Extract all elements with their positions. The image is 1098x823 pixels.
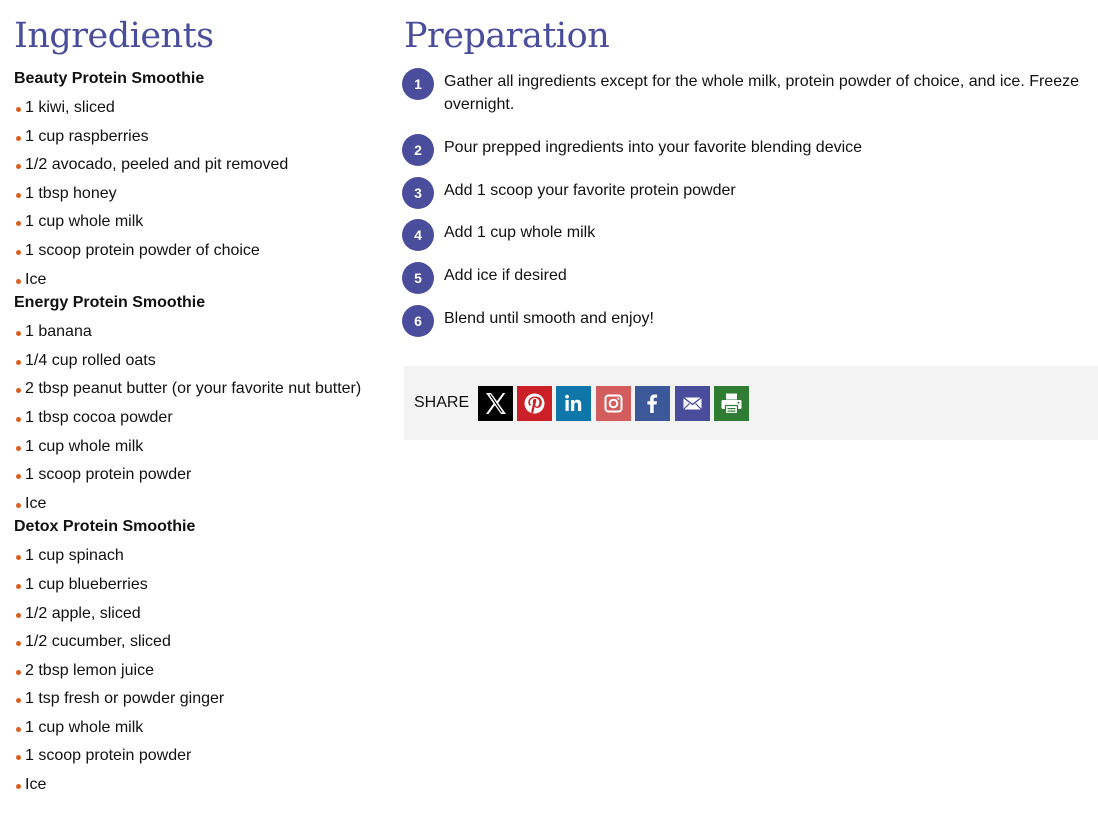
step-number: 6 — [402, 305, 434, 337]
step-item — [404, 136, 1098, 179]
x-icon — [478, 386, 513, 421]
facebook-icon — [635, 386, 670, 421]
share-instagram-button[interactable] — [596, 386, 631, 421]
ingredient-item: 1 cup whole milk — [14, 433, 384, 462]
share-bar — [404, 366, 1098, 440]
preparation-section — [404, 0, 1098, 350]
ingredient-item: 1 tbsp honey — [14, 180, 384, 209]
share-label: SHARE — [414, 394, 470, 411]
step-item — [404, 264, 1098, 307]
share-pinterest-button[interactable] — [517, 386, 552, 421]
step-item — [404, 179, 1098, 221]
ingredient-item: 1/2 avocado, peeled and pit removed — [14, 151, 384, 180]
ingredient-list — [14, 542, 384, 799]
ingredient-item: 1 banana — [14, 318, 384, 347]
step-item — [404, 221, 1098, 264]
ingredient-item: 1/2 apple, sliced — [14, 600, 384, 629]
ingredient-item: 1 cup whole milk — [14, 208, 384, 237]
step-number: 5 — [402, 262, 434, 294]
step-text: Gather all ingredients except for the whole milk, protein powder of choice, and ice. Freeze overnight. — [444, 73, 1079, 113]
ingredient-item: 1 kiwi, sliced — [14, 94, 384, 123]
share-x-button[interactable] — [478, 386, 513, 421]
pinterest-icon — [517, 386, 552, 421]
ingredient-item: 1 scoop protein powder of choice — [14, 237, 384, 266]
ingredient-item: 1/2 cucumber, sliced — [14, 628, 384, 657]
ingredient-item: 1 scoop protein powder — [14, 461, 384, 490]
ingredient-item: 1 scoop protein powder — [14, 742, 384, 771]
ingredient-item: 1 cup blueberries — [14, 571, 384, 600]
share-email-button[interactable] — [675, 386, 710, 421]
recipe-group-title: Energy Protein Smoothie — [14, 294, 206, 312]
ingredient-item: 1 tsp fresh or powder ginger — [14, 685, 384, 714]
step-text: Add ice if desired — [444, 267, 567, 284]
preparation-heading: Preparation — [404, 16, 610, 56]
ingredient-item: Ice — [14, 490, 384, 519]
ingredient-item: 1/4 cup rolled oats — [14, 347, 384, 376]
step-text: Add 1 cup whole milk — [444, 224, 596, 241]
ingredient-item: 1 tbsp cocoa powder — [14, 404, 384, 433]
step-list — [404, 70, 1098, 350]
step-number: 2 — [402, 134, 434, 166]
ingredient-item: Ice — [14, 266, 384, 295]
share-print-button[interactable] — [714, 386, 749, 421]
email-icon — [675, 386, 710, 421]
step-number: 4 — [402, 219, 434, 251]
step-text: Add 1 scoop your favorite protein powder — [444, 182, 736, 199]
ingredient-item: 1 cup whole milk — [14, 714, 384, 743]
step-item — [404, 70, 1098, 136]
linkedin-icon — [556, 386, 591, 421]
ingredients-heading: Ingredients — [14, 16, 214, 56]
step-text: Blend until smooth and enjoy! — [444, 310, 654, 327]
step-text: Pour prepped ingredients into your favorite blending device — [444, 139, 863, 156]
recipe-group-title: Detox Protein Smoothie — [14, 518, 196, 536]
ingredient-list — [14, 318, 384, 518]
share-facebook-button[interactable] — [635, 386, 670, 421]
ingredient-item: Ice — [14, 771, 384, 800]
share-linkedin-button[interactable] — [556, 386, 591, 421]
ingredient-item: 1 cup raspberries — [14, 123, 384, 152]
ingredient-item: 1 cup spinach — [14, 542, 384, 571]
recipe-group-title: Beauty Protein Smoothie — [14, 70, 205, 87]
ingredient-list — [14, 94, 384, 294]
instagram-icon — [596, 386, 631, 421]
step-number: 3 — [402, 177, 434, 209]
ingredient-item: 2 tbsp lemon juice — [14, 657, 384, 686]
step-number: 1 — [402, 68, 434, 100]
ingredient-item: 2 tbsp peanut butter (or your favorite nut butter) — [14, 375, 384, 404]
step-item — [404, 307, 1098, 350]
print-icon — [714, 386, 749, 421]
ingredients-section — [14, 0, 384, 800]
